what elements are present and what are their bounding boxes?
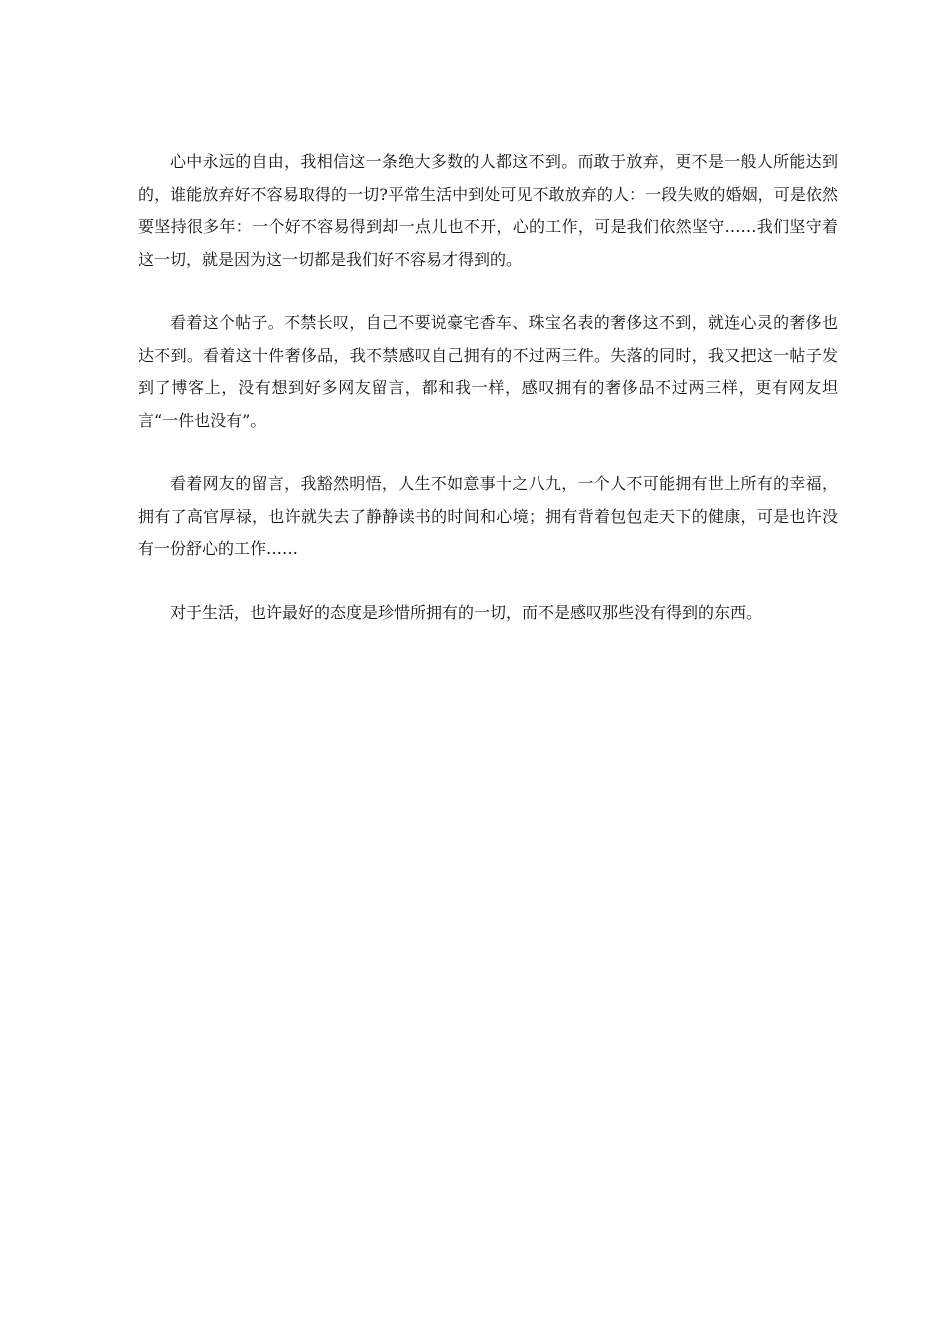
document-body [138,146,838,660]
paragraph-2: 看着这个帖子。不禁长叹，自己不要说豪宅香车、珠宝名表的奢侈这不到，就连心灵的奢侈也达不到。看着这十件奢侈品，我不禁感叹自己拥有的不过两三件。失落的同时，我又把这一帖子发到了博客上，没有想到好多网友留言，都和我一样，感叹拥有的奢侈品不过两三样，更有网友坦言“一件也没有”。 [138,313,838,430]
paragraph-4: 对于生活，也许最好的态度是珍惜所拥有的一切，而不是感叹那些没有得到的东西。 [170,602,763,622]
paragraph-3: 看着网友的留言，我豁然明悟，人生不如意事十之八九，一个人不可能拥有世上所有的幸福，拥有了高官厚禄，也许就失去了静静读书的时间和心境；拥有背着包包走天下的健康，可是也许没有一份舒心的工作…… [138,474,838,558]
paragraph-1: 心中永远的自由，我相信这一条绝大多数的人都这不到。而敢于放弃，更不是一般人所能达到的，谁能放弃好不容易取得的一切?平常生活中到处可见不敢放弃的人：一段失败的婚姻，可是依然要坚持很多年：一个好不容易得到却一点儿也不开，心的工作，可是我们依然坚守……我们坚守着这一切，就是因为这一切都是我们好不容易才得到的。 [138,152,838,269]
